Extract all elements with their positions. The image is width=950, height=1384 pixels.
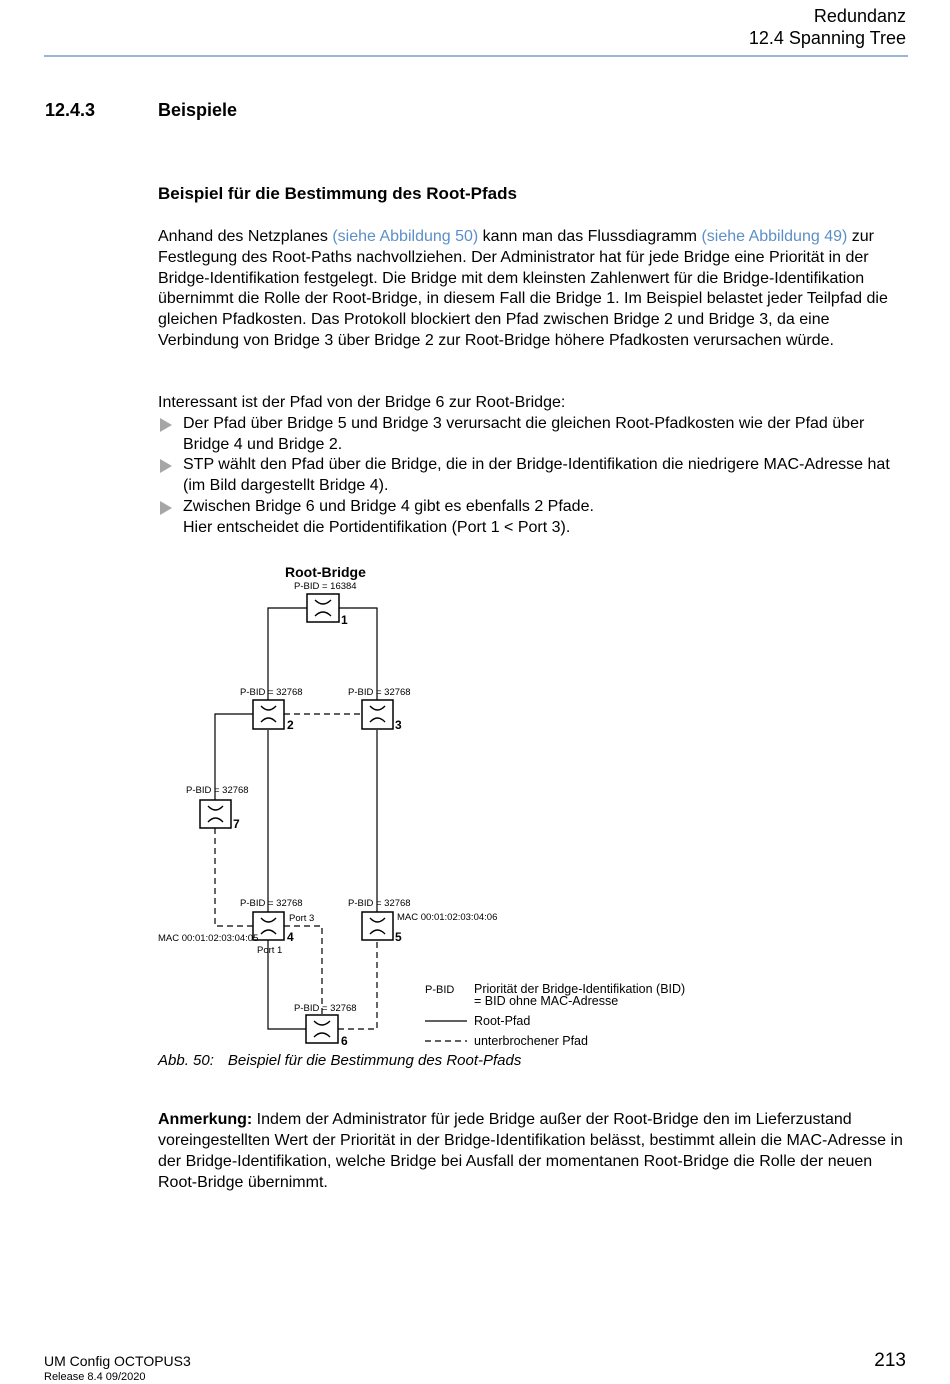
pbid-label-2: P-BID = 32768 bbox=[240, 687, 303, 698]
port-3-label: Port 3 bbox=[289, 913, 315, 924]
bullet-text: STP wählt den Pfad über die Bridge, die in der Bridge-Identifikation die niedrigere MAC-Adresse hat (im Bild dargestellt Bridge 4). bbox=[183, 456, 890, 495]
figure-50-link[interactable]: (siehe Abbildung 50) bbox=[332, 228, 479, 245]
bridge-7 bbox=[200, 800, 231, 828]
bridge-number-6: 6 bbox=[341, 1034, 348, 1048]
legend-broken-path-label: unterbrochener Pfad bbox=[474, 1034, 588, 1048]
subsection-title: Beispiel für die Bestimmung des Root-Pfads bbox=[158, 184, 517, 203]
pbid-label-7: P-BID = 32768 bbox=[186, 785, 249, 796]
bullet-text: Zwischen Bridge 6 und Bridge 4 gibt es ebenfalls 2 Pfade. bbox=[183, 497, 594, 515]
bridge-number-3: 3 bbox=[395, 718, 402, 732]
bridge-1 bbox=[307, 594, 339, 622]
legend-pbid-key: P-BID bbox=[425, 984, 455, 996]
footer-release: Release 8.4 09/2020 bbox=[44, 1371, 146, 1383]
note-text: Indem der Administrator für jede Bridge außer der Root-Bridge den im Lieferzustand voreingestellten Wert der Priorität in der Bridge-Identifikation belässt, bestimmt allein die MAC-Adresse in der Bridge-Identifikation, welche Bridge bei Ausfall der momentanen Root-Bridge die Rolle der neuen Root-Bridge übernimmt. bbox=[158, 1111, 903, 1191]
bridge-3 bbox=[362, 700, 393, 729]
broken-path-7-4 bbox=[215, 828, 253, 926]
broken-paths bbox=[215, 714, 377, 1029]
intro-text-mid: kann man das Flussdiagramm bbox=[478, 228, 702, 245]
footer-doc-title: UM Config OCTOPUS3 bbox=[44, 1353, 191, 1369]
section-title: Beispiele bbox=[158, 100, 238, 120]
bridge-number-5: 5 bbox=[395, 930, 402, 944]
discussion-lead: Interessant ist der Pfad von der Bridge 6 zur Root-Bridge: bbox=[158, 394, 566, 411]
bullet-continuation: Hier entscheidet die Portidentifikation (Port 1 < Port 3). bbox=[183, 518, 571, 536]
bridge-number-1: 1 bbox=[341, 613, 348, 627]
figure-49-link[interactable]: (siehe Abbildung 49) bbox=[701, 228, 848, 245]
pbid-label-5: P-BID = 32768 bbox=[348, 898, 411, 909]
bridge-number-4: 4 bbox=[287, 930, 294, 944]
mac-label-bridge-5: MAC 00:01:02:03:04:06 bbox=[397, 912, 498, 923]
pbid-label-6: P-BID = 32768 bbox=[294, 1003, 357, 1014]
legend-root-path-label: Root-Pfad bbox=[474, 1014, 531, 1028]
figure-caption bbox=[158, 1052, 521, 1069]
pbid-label-root: P-BID = 16384 bbox=[294, 581, 357, 592]
caption-text: Beispiel für die Bestimmung des Root-Pfads bbox=[227, 1052, 522, 1069]
note-label: Anmerkung: bbox=[158, 1111, 253, 1128]
pbid-label-3: P-BID = 32768 bbox=[348, 687, 411, 698]
root-bridge-label: Root-Bridge bbox=[285, 564, 366, 580]
header-chapter: Redundanz bbox=[813, 6, 906, 26]
intro-text-start: Anhand des Netzplanes bbox=[158, 228, 333, 245]
bullet-text: Der Pfad über Bridge 5 und Bridge 3 verursacht die gleichen Root-Pfadkosten wie der Pfad über Bridge 4 und Bridge 2. bbox=[183, 414, 865, 453]
broken-path-6-5 bbox=[338, 940, 377, 1029]
note-paragraph bbox=[158, 1109, 908, 1193]
bridge-5 bbox=[362, 912, 393, 940]
pbid-label-4: P-BID = 32768 bbox=[240, 898, 303, 909]
bridge-2 bbox=[253, 700, 284, 729]
legend-pbid-desc-1: Priorität der Bridge-Identifikation (BID) bbox=[474, 982, 686, 996]
caption-label: Abb. 50: bbox=[158, 1052, 214, 1069]
mac-label-bridge-4: MAC 00:01:02:03:04:05 bbox=[158, 933, 259, 944]
bridge-number-7: 7 bbox=[233, 817, 240, 831]
legend-pbid-desc-2: = BID ohne MAC-Adresse bbox=[474, 994, 619, 1008]
intro-text-end: zur Festlegung des Root-Paths nachvollziehen. Der Administrator hat für jede Bridge eine Priorität in der Bridge-Identifikation festgelegt. Die Bridge mit dem kleinsten Zahlenwert für die Bridge-Identifikation übernimmt die Rolle der Root-Bridge, in diesem Fall die Bridge 1. Im Beispiel belastet jeder Teilpfad die gleichen Pfadkosten. Das Protokoll blockiert den Pfad zwischen Bridge 2 und Bridge 3, da eine Verbindung von Bridge 3 über Bridge 2 zur Root-Bridge höhere Pfadkosten verursachen würde. bbox=[158, 228, 888, 349]
header-section: 12.4 Spanning Tree bbox=[748, 28, 906, 48]
section-number: 12.4.3 bbox=[45, 100, 96, 120]
bridge-number-2: 2 bbox=[287, 718, 294, 732]
diagram-legend bbox=[425, 982, 685, 1048]
port-1-label: Port 1 bbox=[257, 945, 283, 956]
page-number: 213 bbox=[874, 1350, 906, 1371]
bridge-6 bbox=[306, 1015, 338, 1043]
